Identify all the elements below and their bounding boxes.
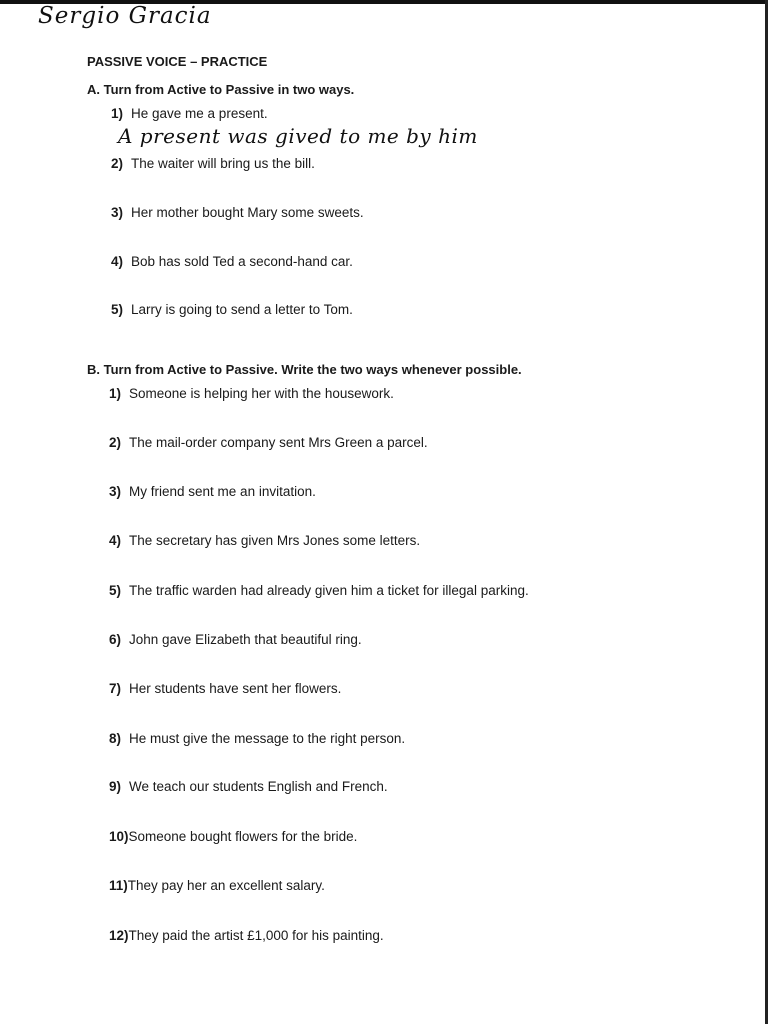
item-text: He must give the message to the right person.	[129, 731, 406, 746]
item-number: 5)	[109, 583, 122, 598]
item-text: Her mother bought Mary some sweets.	[131, 205, 364, 220]
item-number: 2)	[109, 435, 122, 450]
section-b-item-1	[109, 386, 394, 401]
item-number: 4)	[109, 533, 122, 548]
item-text: We teach our students English and French.	[129, 779, 388, 794]
section-b-item-8	[109, 731, 405, 746]
section-b-item-6	[109, 632, 362, 647]
section-b-item-2	[109, 435, 428, 450]
section-b-item-10	[109, 829, 357, 844]
item-text: Someone is helping her with the housework.	[129, 386, 394, 401]
item-number: 2)	[111, 156, 124, 171]
item-text: Someone bought flowers for the bride.	[128, 829, 358, 844]
item-number: 4)	[111, 254, 124, 269]
item-number: 7)	[109, 681, 122, 696]
item-number: 11)	[109, 878, 128, 893]
page-title: PASSIVE VOICE – PRACTICE	[87, 54, 268, 69]
section-b-item-11	[109, 878, 325, 893]
item-text: The mail-order company sent Mrs Green a parcel.	[129, 435, 428, 450]
item-number: 3)	[111, 205, 124, 220]
item-text: The waiter will bring us the bill.	[131, 156, 315, 171]
item-number: 8)	[109, 731, 122, 746]
section-b-heading: B. Turn from Active to Passive. Write the two ways whenever possible.	[87, 362, 522, 377]
section-a-item-1	[111, 106, 268, 121]
item-text: My friend sent me an invitation.	[129, 484, 316, 499]
section-b-item-5	[109, 583, 529, 598]
item-number: 1)	[109, 386, 122, 401]
section-b-item-12	[109, 928, 384, 943]
item-number: 12)	[109, 928, 129, 943]
item-text: They paid the artist £1,000 for his painting.	[128, 928, 384, 943]
item-number: 9)	[109, 779, 122, 794]
item-text: He gave me a present.	[131, 106, 268, 121]
section-a-item-4	[111, 254, 353, 269]
item-number: 1)	[111, 106, 124, 121]
section-b-item-4	[109, 533, 420, 548]
item-text: John gave Elizabeth that beautiful ring.	[129, 632, 362, 647]
item-text: Larry is going to send a letter to Tom.	[131, 302, 353, 317]
item-text: The traffic warden had already given him a ticket for illegal parking.	[129, 583, 529, 598]
item-text: The secretary has given Mrs Jones some letters.	[129, 533, 421, 548]
section-a-heading: A. Turn from Active to Passive in two ways.	[87, 82, 355, 97]
item-number: 5)	[111, 302, 124, 317]
section-a-item-5	[111, 302, 353, 317]
section-b-item-7	[109, 681, 341, 696]
item-number: 3)	[109, 484, 122, 499]
handwritten-answer: A present was gived to me by him	[118, 124, 478, 148]
student-name-handwritten: Sergio Gracia	[38, 3, 212, 29]
item-text: Bob has sold Ted a second-hand car.	[131, 254, 353, 269]
section-b-item-9	[109, 779, 388, 794]
item-number: 6)	[109, 632, 122, 647]
section-a-item-3	[111, 205, 364, 220]
section-b-item-3	[109, 484, 316, 499]
section-a-item-2	[111, 156, 315, 171]
item-text: Her students have sent her flowers.	[129, 681, 342, 696]
item-number: 10)	[109, 829, 129, 844]
item-text: They pay her an excellent salary.	[127, 878, 325, 893]
